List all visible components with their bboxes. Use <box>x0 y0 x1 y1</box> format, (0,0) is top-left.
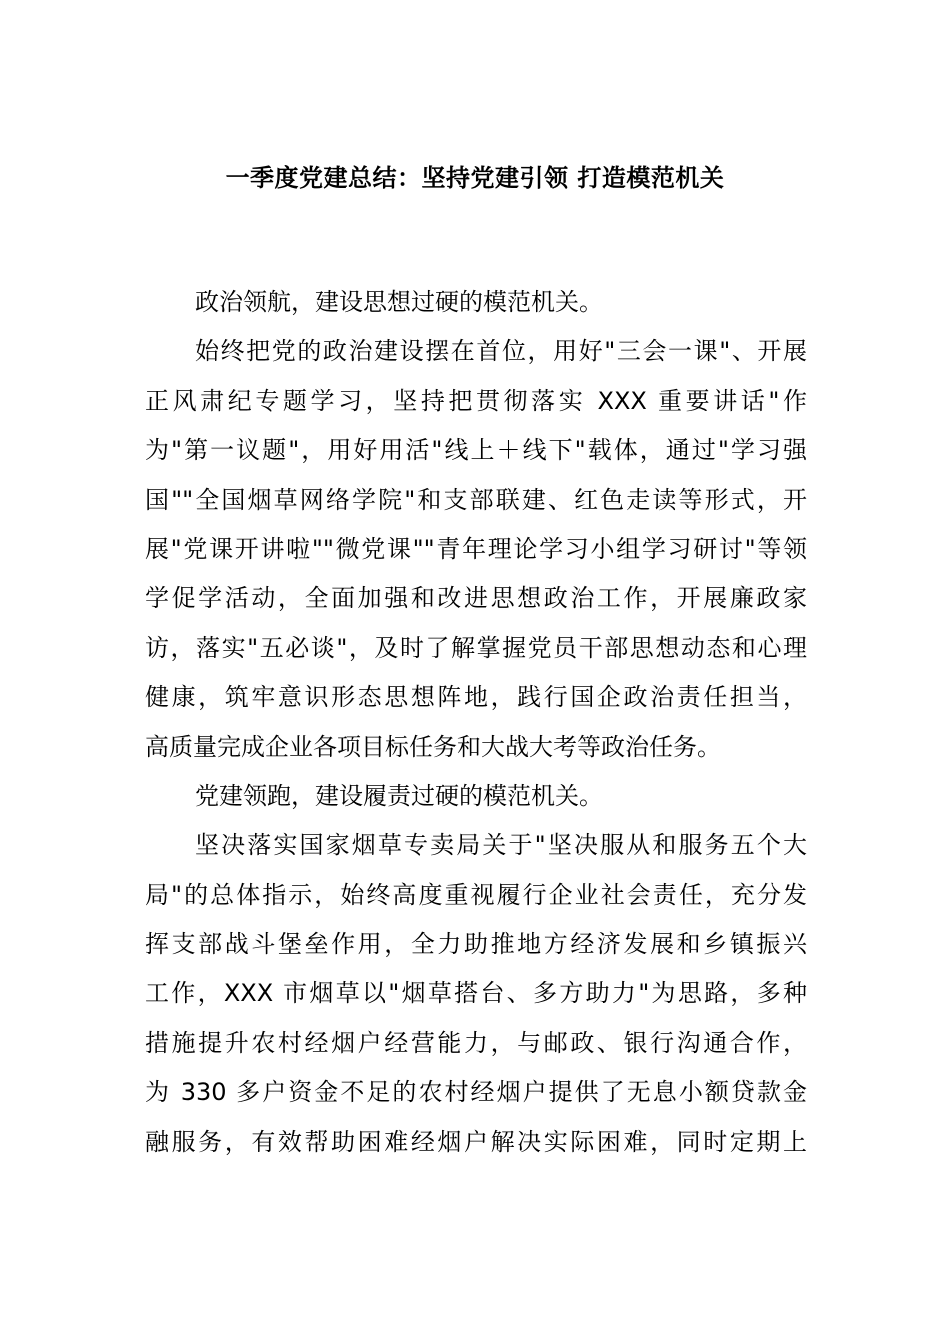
paragraph-line: 国""全国烟草网络学院"和支部联建、红色走读等形式，开 <box>145 485 807 514</box>
paragraph-line: 访，落实"五必谈"，及时了解掌握党员干部思想动态和心理 <box>145 633 807 662</box>
paragraph-line: 融服务，有效帮助困难经烟户解决实际困难，同时定期上 <box>145 1127 807 1156</box>
paragraph-line: 局"的总体指示，始终高度重视履行企业社会责任，充分发 <box>145 880 807 909</box>
paragraph-line: 为"第一议题"，用好用活"线上＋线下"载体，通过"学习强 <box>145 436 807 465</box>
paragraph-line: 工作，XXX 市烟草以"烟草搭台、多方助力"为思路，多种 <box>145 979 807 1008</box>
paragraph-line: 健康，筑牢意识形态思想阵地，践行国企政治责任担当， <box>145 683 807 712</box>
paragraph-line: 展"党课开讲啦""微党课""青年理论学习小组学习研讨"等领 <box>145 534 807 563</box>
section-heading-political: 政治领航，建设思想过硬的模范机关。 <box>195 288 603 316</box>
paragraph-line: 挥支部战斗堡垒作用，全力助推地方经济发展和乡镇振兴 <box>145 930 807 959</box>
document-title: 一季度党建总结：坚持党建引领 打造模范机关 <box>225 164 725 192</box>
paragraph-line: 措施提升农村经烟户经营能力，与邮政、银行沟通合作， <box>145 1028 807 1057</box>
section-heading-party-building: 党建领跑，建设履责过硬的模范机关。 <box>195 781 603 810</box>
paragraph-line: 为 330 多户资金不足的农村经烟户提供了无息小额贷款金 <box>145 1078 807 1107</box>
document-body <box>145 278 807 1167</box>
paragraph-line: 高质量完成企业各项目标任务和大战大考等政治任务。 <box>145 732 721 761</box>
paragraph-line: 学促学活动，全面加强和改进思想政治工作，开展廉政家 <box>145 584 807 613</box>
paragraph-line: 正风肃纪专题学习，坚持把贯彻落实 XXX 重要讲话"作 <box>145 386 807 415</box>
paragraph-line: 坚决落实国家烟草专卖局关于"坚决服从和服务五个大 <box>195 831 807 860</box>
paragraph-line: 始终把党的政治建设摆在首位，用好"三会一课"、开展 <box>195 337 807 366</box>
